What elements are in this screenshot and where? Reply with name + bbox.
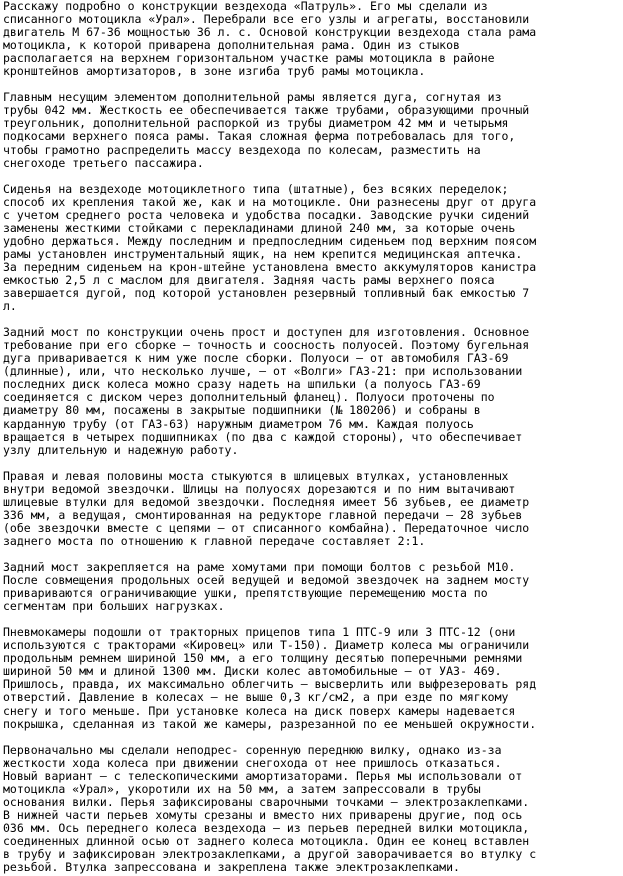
text-line: рамы установлен инструментальный ящик, на нем крепится медицинская аптечка. (3, 247, 523, 261)
text-line: 036 мм. Ось переднего колеса вездехода – из перьев передней вилки мотоцикла, (3, 821, 530, 835)
text-line: привариваются ограничивающие ушки, препятствующие перемещению моста по (3, 587, 488, 601)
text-line: Задний мост по конструкции очень прост и доступен для изготовления. Основное (3, 326, 530, 340)
text-line: списанного мотоцикла «Урал». Перебрали все его узлы и агрегаты, восстановили (3, 13, 530, 27)
text-line: внутри ведомой звездочки. Шлицы на полуосях дорезаются и по ним вытачивают (3, 482, 516, 496)
text-line: отверстий. Давление в колесах – не выше 0,3 кг/см2, а при езде по мягкому (3, 691, 509, 705)
text-line: заменены жесткими стойками с перекладинами длиной 240 мм, за которые очень (3, 221, 516, 235)
paragraph-3 (3, 183, 619, 313)
text-line: Задний мост закрепляется на раме хомутами при помощи болтов с резьбой М10. (3, 561, 516, 575)
paragraph-1 (3, 0, 619, 78)
text-line: В нижней части перьев хомуты срезаны и вместо них приварены другие, под ось (3, 808, 523, 822)
text-line: шлицевые втулки для ведомой звездочки. Последняя имеет 56 зубьев, ее диаметр (3, 495, 530, 509)
text-line: удобно держаться. Между последним и предпоследним сиденьем под верхним поясом (3, 234, 537, 248)
text-line: шириной 50 мм и длиной 1300 мм. Диски колес автомобильные – от УАЗ- 469. (3, 665, 502, 679)
paragraph-2 (3, 91, 619, 169)
text-line: Новый вариант – с телескопическими амортизаторами. Перья мы использовали от (3, 769, 523, 783)
text-line: покрышка, сделанная из такой же камеры, разрезанной по ее меньшей окружности. (3, 717, 537, 731)
paragraph-7 (3, 626, 619, 730)
text-line: используются с тракторами «Кировец» или Т-150). Диаметр колеса мы ограничили (3, 639, 530, 653)
text-line: подкосами верхнего пояса рамы. Такая сложная ферма потребовалась для того, (3, 130, 516, 144)
text-line: 336 мм, а ведущая, смонтированная на редукторе главной передачи – 28 зубьев (3, 508, 523, 522)
text-line: соединяется с диском через дополнительный фланец). Полуоси проточены по (3, 391, 495, 405)
text-line: (длинные), или, что несколько лучше, – от «Волги» ГАЗ-21: при использовании (3, 365, 523, 379)
text-line: Правая и левая половины моста стыкуются в шлицевых втулках, установленных (3, 469, 509, 483)
text-line: двигатель М 67-36 мощностью 36 л. с. Основой конструкции вездехода стала рама (3, 26, 537, 40)
paragraph-8 (3, 744, 619, 874)
text-line: Сиденья на вездеходе мотоциклетного типа (штатные), без всяких переделок; (3, 182, 509, 196)
text-line: завершается дугой, под которой установлен резервный топливный бак емкостью 7 (3, 287, 530, 301)
text-line: емкостью 2,5 л с маслом для двигателя. Задняя часть рамы верхнего пояса (3, 273, 495, 287)
text-line: кронштейнов амортизаторов, в зоне изгиба труб рамы мотоцикла. (3, 65, 426, 79)
text-line: основания вилки. Перья зафиксированы сварочными точками – электрозаклепками. (3, 795, 530, 809)
text-line: последних диск колеса можно сразу надеть на шпильки (а полуось ГАЗ-69 (3, 378, 481, 392)
text-line: снегоходе третьего пассажира. (3, 156, 204, 170)
text-line: жесткости хода колеса при движении снегохода от нее пришлось отказаться. (3, 756, 502, 770)
text-line: сегментам при больших нагрузках. (3, 600, 225, 614)
text-line: диаметру 80 мм, посажены в закрытые подшипники (№ 180206) и собраны в (3, 404, 481, 418)
text-line: узлу длительную и надежную работу. (3, 443, 239, 457)
text-line: За передним сиденьем на крон-штейне установлена вместо аккумуляторов канистра (3, 260, 537, 274)
text-line: чтобы грамотно распределить массу вездехода по колесам, разместить на (3, 143, 481, 157)
text-line: трубы 042 мм. Жесткость ее обеспечивается также трубами, образующими прочный (3, 104, 530, 118)
text-line: л. (3, 300, 17, 314)
text-line: Пришлось, правда, их максимально облегчить – высверлить или выфрезеровать ряд (3, 678, 537, 692)
text-line: резьбой. Втулка запрессована и закреплена также электрозаклепками. (3, 861, 460, 875)
text-line: заднего моста по отношению к главной передаче составляет 2:1. (3, 534, 426, 548)
paragraph-4 (3, 326, 619, 456)
text-line: соединенных длинной осью от заднего колеса мотоцикла. Один ее конец вставлен (3, 835, 530, 848)
paragraph-5 (3, 470, 619, 548)
text-line: вращается в четырех подшипниках (по два с каждой стороны), что обеспечивает (3, 430, 523, 444)
text-line: требование при его сборке – точность и соосность полуосей. Поэтому бугельная (3, 339, 530, 353)
text-line: (обе звездочки вместе с цепями – от списанного комбайна). Передаточное число (3, 521, 530, 535)
text-line: в трубу и зафиксирован электрозаклепками, а другой заворачивается во втулку с (3, 848, 537, 862)
text-line: с учетом среднего роста человека и удобства посадки. Заводские ручки сидений (3, 208, 530, 222)
paragraph-6 (3, 561, 619, 613)
text-line: дуга приваривается к ним уже после сборки. Полуоси – от автомобиля ГАЗ-69 (3, 352, 509, 366)
text-line: способ их крепления такой же, как и на мотоцикле. Они разнесены друг от друга (3, 195, 537, 209)
text-line: Первоначально мы сделали неподрес- соренную переднюю вилку, однако из-за (3, 743, 502, 757)
text-line: треугольник, дополнительной распоркой из трубы диаметром 42 мм и четырьмя (3, 117, 509, 131)
text-line: снегу и того меньше. При установке колеса на диск поверх камеры надевается (3, 704, 516, 718)
text-line: располагается на верхнем горизонтальном участке рамы мотоцикла в районе (3, 52, 495, 66)
text-line: Пневмокамеры подошли от тракторных прицепов типа 1 ПТС-9 или 3 ПТС-12 (они (3, 626, 516, 640)
text-line: продольным ремнем шириной 150 мм, а его толщину десятью поперечными ремнями (3, 652, 523, 666)
text-line: После совмещения продольных осей ведущей и ведомой звездочек на заднем мосту (3, 574, 530, 588)
text-line: Расскажу подробно о конструкции вездехода «Патруль». Его мы сделали из (3, 0, 488, 13)
text-line: Главным несущим элементом дополнительной рамы является дуга, согнутая из (3, 91, 502, 105)
text-line: карданную трубу (от ГАЗ-63) наружным диаметром 76 мм. Каждая полуось (3, 417, 474, 431)
text-line: мотоцикла, к которой приварена дополнительная рама. Один из стыков (3, 39, 460, 53)
text-line: мотоцикла «Урал», укоротили их на 50 мм, а затем запрессовали в трубы (3, 782, 481, 796)
